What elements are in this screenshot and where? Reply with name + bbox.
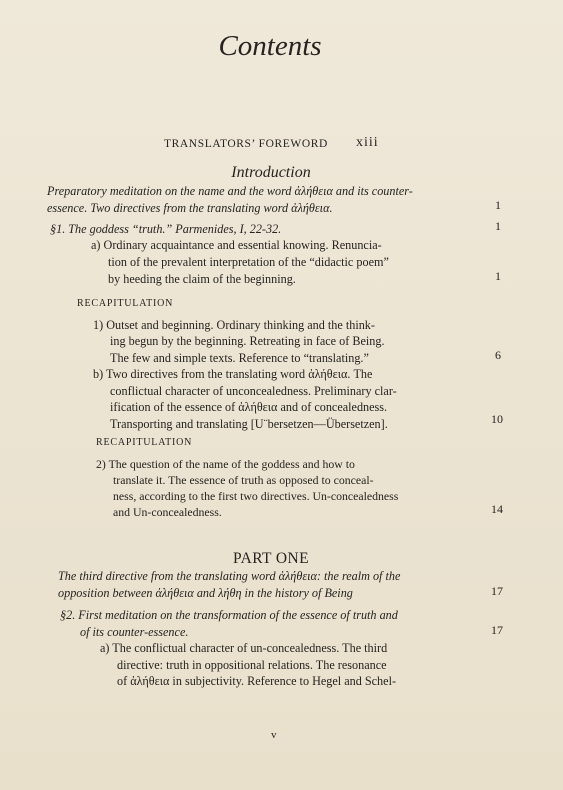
section-2a-line-3: of ἀλήθεια in subjectivity. Reference to Hegel and Schel- bbox=[117, 674, 397, 688]
recap-1-line-3: The few and simple texts. Reference to “translating.” bbox=[110, 351, 369, 365]
recap-2-line-1: 2) The question of the name of the goddess and how to bbox=[96, 457, 355, 471]
third-directive-line-2: opposition between ἀλήθεια and λήθη in the history of Being bbox=[58, 586, 353, 600]
recap-2-line-4: and Un-concealedness. bbox=[113, 505, 222, 519]
recap-1-line-1: 1) Outset and beginning. Ordinary thinking and the think- bbox=[93, 318, 375, 332]
section-1a-line-1: a) Ordinary acquaintance and essential knowing. Renuncia- bbox=[91, 238, 382, 252]
section-1-page-number: 1 bbox=[495, 219, 501, 233]
prep-line-1: Preparatory meditation on the name and the word ἀλήθεια and its counter- bbox=[47, 184, 413, 198]
section-2-line-2: of its counter-essence. bbox=[80, 625, 189, 639]
foreword-entry: TRANSLATORS’ FOREWORD bbox=[164, 138, 328, 150]
prep-page-number: 1 bbox=[495, 198, 501, 212]
recap-2-line-3: ness, according to the first two directives. Un-concealedness bbox=[113, 489, 399, 503]
page-title: Contents bbox=[218, 30, 322, 62]
section-1a-line-2: tion of the prevalent interpretation of the “didactic poem” bbox=[108, 255, 389, 269]
introduction-heading: Introduction bbox=[231, 164, 311, 181]
third-directive-line-1: The third directive from the translating word ἀλήθεια: the realm of the bbox=[58, 569, 401, 583]
section-1-line: §1. The goddess “truth.” Parmenides, I, 22-32. bbox=[50, 222, 282, 236]
recap-1-line-2: ing begun by the beginning. Retreating in face of Being. bbox=[110, 334, 385, 348]
recapitulation-heading-2: RECAPITULATION bbox=[96, 437, 193, 448]
recap-b-line-3: ification of the essence of ἀλήθεια and of concealedness. bbox=[110, 400, 388, 414]
section-1a-line-3: by heeding the claim of the beginning. bbox=[108, 272, 296, 286]
third-directive-page-number: 17 bbox=[491, 584, 503, 598]
foreword-page-number: xiii bbox=[356, 135, 379, 150]
page-folio: v bbox=[271, 729, 277, 741]
section-2-line-1: §2. First meditation on the transformation of the essence of truth and bbox=[60, 608, 398, 622]
recap-2-page-number: 14 bbox=[491, 502, 503, 516]
prep-line-2: essence. Two directives from the translating word ἀλήθεια. bbox=[47, 201, 333, 215]
recap-b-line-1: b) Two directives from the translating word ἀλήθεια. The bbox=[93, 367, 373, 381]
recap-1-page-number: 6 bbox=[495, 348, 501, 362]
section-2a-line-2: directive: truth in oppositional relations. The resonance bbox=[117, 658, 387, 672]
section-2a-line-1: a) The conflictual character of un-concealedness. The third bbox=[100, 641, 388, 655]
section-1a-page-number: 1 bbox=[495, 269, 501, 283]
recap-b-line-4: Transporting and translating [U¨bersetzen—Übersetzen]. bbox=[110, 417, 388, 431]
recapitulation-heading-1: RECAPITULATION bbox=[77, 298, 174, 309]
part-one-heading: PART ONE bbox=[233, 550, 309, 567]
recap-b-page-number: 10 bbox=[491, 412, 503, 426]
recap-b-line-2: conflictual character of unconcealedness. Preliminary clar- bbox=[110, 384, 397, 398]
section-2-page-number: 17 bbox=[491, 623, 503, 637]
recap-2-line-2: translate it. The essence of truth as opposed to conceal- bbox=[113, 473, 374, 487]
